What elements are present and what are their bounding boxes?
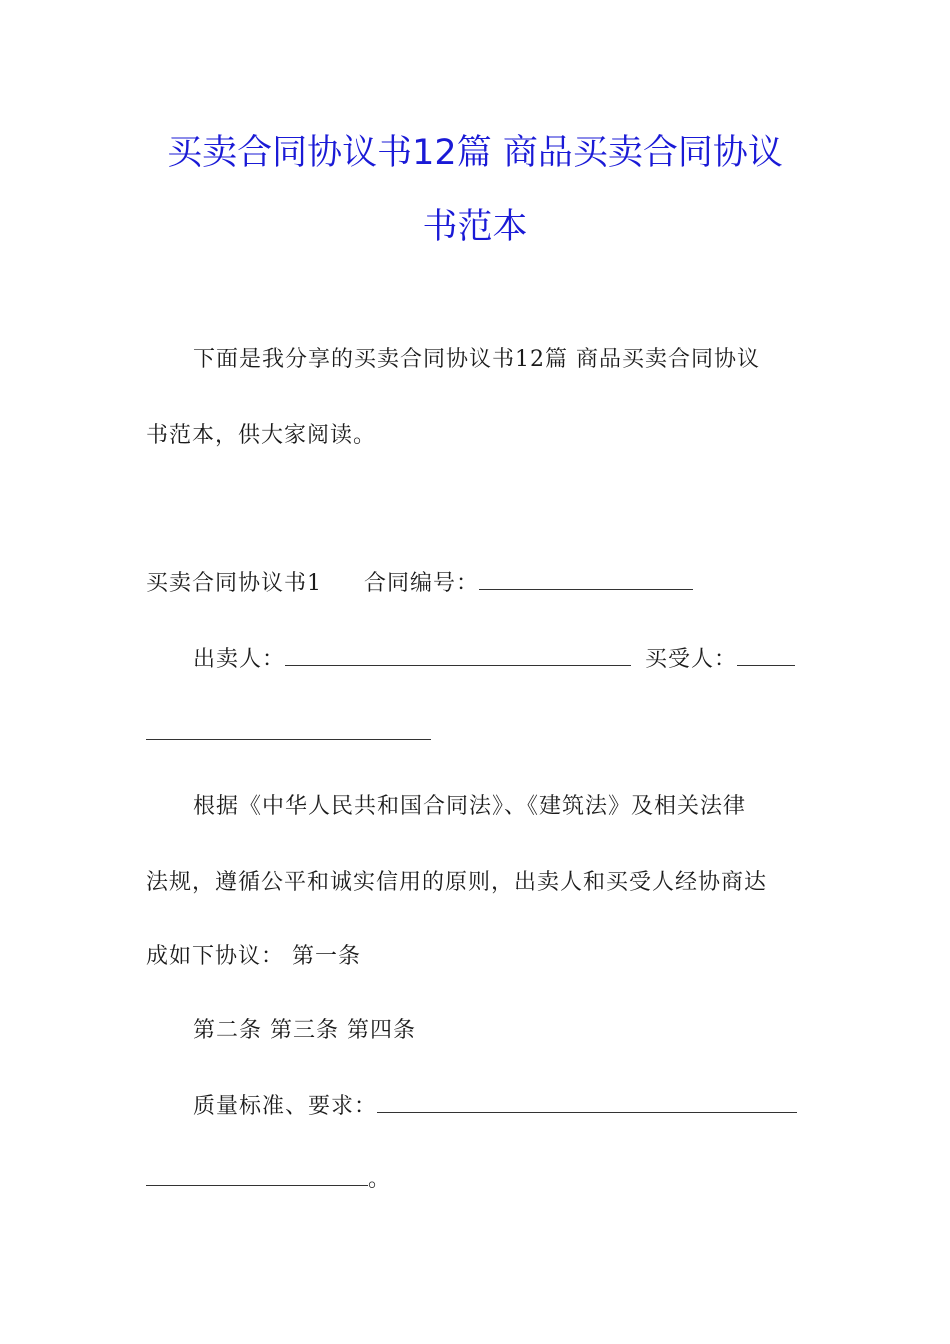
period-mark: 。 [368,1167,392,1192]
quality-label: 质量标准、要求： [193,1094,378,1119]
intro-line-1: 下面是我分享的买卖合同协议书12篇 商品买卖合同协议 [193,347,760,372]
quality-line-continued [146,1165,391,1195]
contract-heading: 买卖合同协议书1 [146,571,322,596]
quality-blank [377,1092,797,1113]
buyer-blank-continued [146,719,431,749]
contract-header-line [146,569,693,599]
seller-label: 出卖人： [193,647,286,672]
articles-line: 第二条 第三条 第四条 [193,1018,416,1043]
seller-blank [285,645,631,666]
basis-line-3: 成如下协议： 第一条 [146,944,361,969]
document-title-line-1: 买卖合同协议书12篇 商品买卖合同协议 [167,133,783,173]
buyer-blank-extension [146,719,431,740]
quality-blank-extension [146,1165,368,1186]
basis-line-1: 根据《中华人民共和国合同法》、《建筑法》及相关法律 [193,794,747,819]
buyer-blank [737,645,795,666]
contract-number-label: 合同编号： [364,571,480,596]
quality-line [193,1092,797,1122]
contract-number-blank [479,569,693,590]
basis-line-2: 法规，遵循公平和诚实信用的原则，出卖人和买受人经协商达 [146,870,768,895]
parties-line [193,645,795,675]
buyer-label: 买受人： [645,647,738,672]
document-title-line-2: 书范本 [422,207,528,247]
intro-line-2: 书范本，供大家阅读。 [146,423,377,448]
